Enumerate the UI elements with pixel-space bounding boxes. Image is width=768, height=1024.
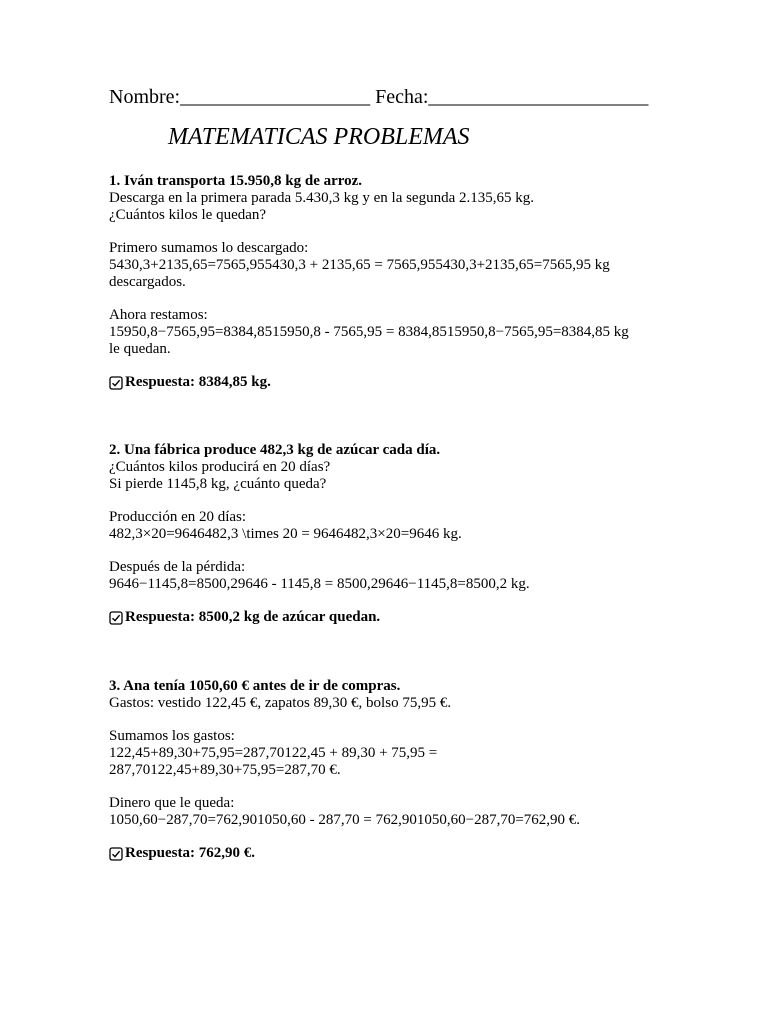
page-title: MATEMATICAS PROBLEMAS <box>168 124 470 150</box>
step-line: 9646−1145,8=8500,29646 - 1145,8 = 8500,29646−1145,8=8500,2 kg. <box>109 576 530 592</box>
problem-question: 3. Ana tenía 1050,60 € antes de ir de compras. <box>109 678 401 694</box>
step-heading: Ahora restamos: <box>109 307 208 323</box>
name-date-line: Nombre:___________________ Fecha:______________________ <box>109 86 649 108</box>
step-heading: Sumamos los gastos: <box>109 728 235 744</box>
problem-question: 1. Iván transporta 15.950,8 kg de arroz. <box>109 173 363 189</box>
problem-statement: Si pierde 1145,8 kg, ¿cuánto queda? <box>109 476 327 492</box>
step-line: le quedan. <box>109 341 171 357</box>
step-heading: Después de la pérdida: <box>109 559 246 575</box>
checkbox-check-icon <box>109 611 123 625</box>
step-line: 5430,3+2135,65=7565,955430,3 + 2135,65 = 7565,955430,3+2135,65=7565,95 kg <box>109 257 610 273</box>
step-line: 1050,60−287,70=762,901050,60 - 287,70 = 762,901050,60−287,70=762,90 €. <box>109 812 581 828</box>
step-line: 15950,8−7565,95=8384,8515950,8 - 7565,95 = 8384,8515950,8−7565,95=8384,85 kg <box>109 324 629 340</box>
checkbox-check-icon <box>109 376 123 390</box>
answer-line <box>109 609 530 626</box>
answer-line <box>109 374 629 391</box>
answer-line <box>109 845 580 862</box>
answer-text: Respuesta: 8500,2 kg de azúcar quedan. <box>125 609 381 625</box>
step-heading: Primero sumamos lo descargado: <box>109 240 309 256</box>
answer-text: Respuesta: 762,90 €. <box>125 845 255 861</box>
step-line: 122,45+89,30+75,95=287,70122,45 + 89,30 + 75,95 = <box>109 745 438 761</box>
step-line: descargados. <box>109 274 186 290</box>
step-line: 287,70122,45+89,30+75,95=287,70 €. <box>109 762 341 778</box>
checkbox-check-icon <box>109 847 123 861</box>
problem-3 <box>109 678 580 862</box>
answer-text: Respuesta: 8384,85 kg. <box>125 374 271 390</box>
problem-statement: Gastos: vestido 122,45 €, zapatos 89,30 €, bolso 75,95 €. <box>109 695 452 711</box>
problem-1 <box>109 173 629 391</box>
problem-statement: ¿Cuántos kilos le quedan? <box>109 207 267 223</box>
problem-statement: ¿Cuántos kilos producirá en 20 días? <box>109 459 331 475</box>
problem-statement: Descarga en la primera parada 5.430,3 kg y en la segunda 2.135,65 kg. <box>109 190 535 206</box>
step-heading: Producción en 20 días: <box>109 509 247 525</box>
step-heading: Dinero que le queda: <box>109 795 235 811</box>
problem-question: 2. Una fábrica produce 482,3 kg de azúcar cada día. <box>109 442 441 458</box>
step-line: 482,3×20=9646482,3 \times 20 = 9646482,3×20=9646 kg. <box>109 526 462 542</box>
problem-2 <box>109 442 530 626</box>
